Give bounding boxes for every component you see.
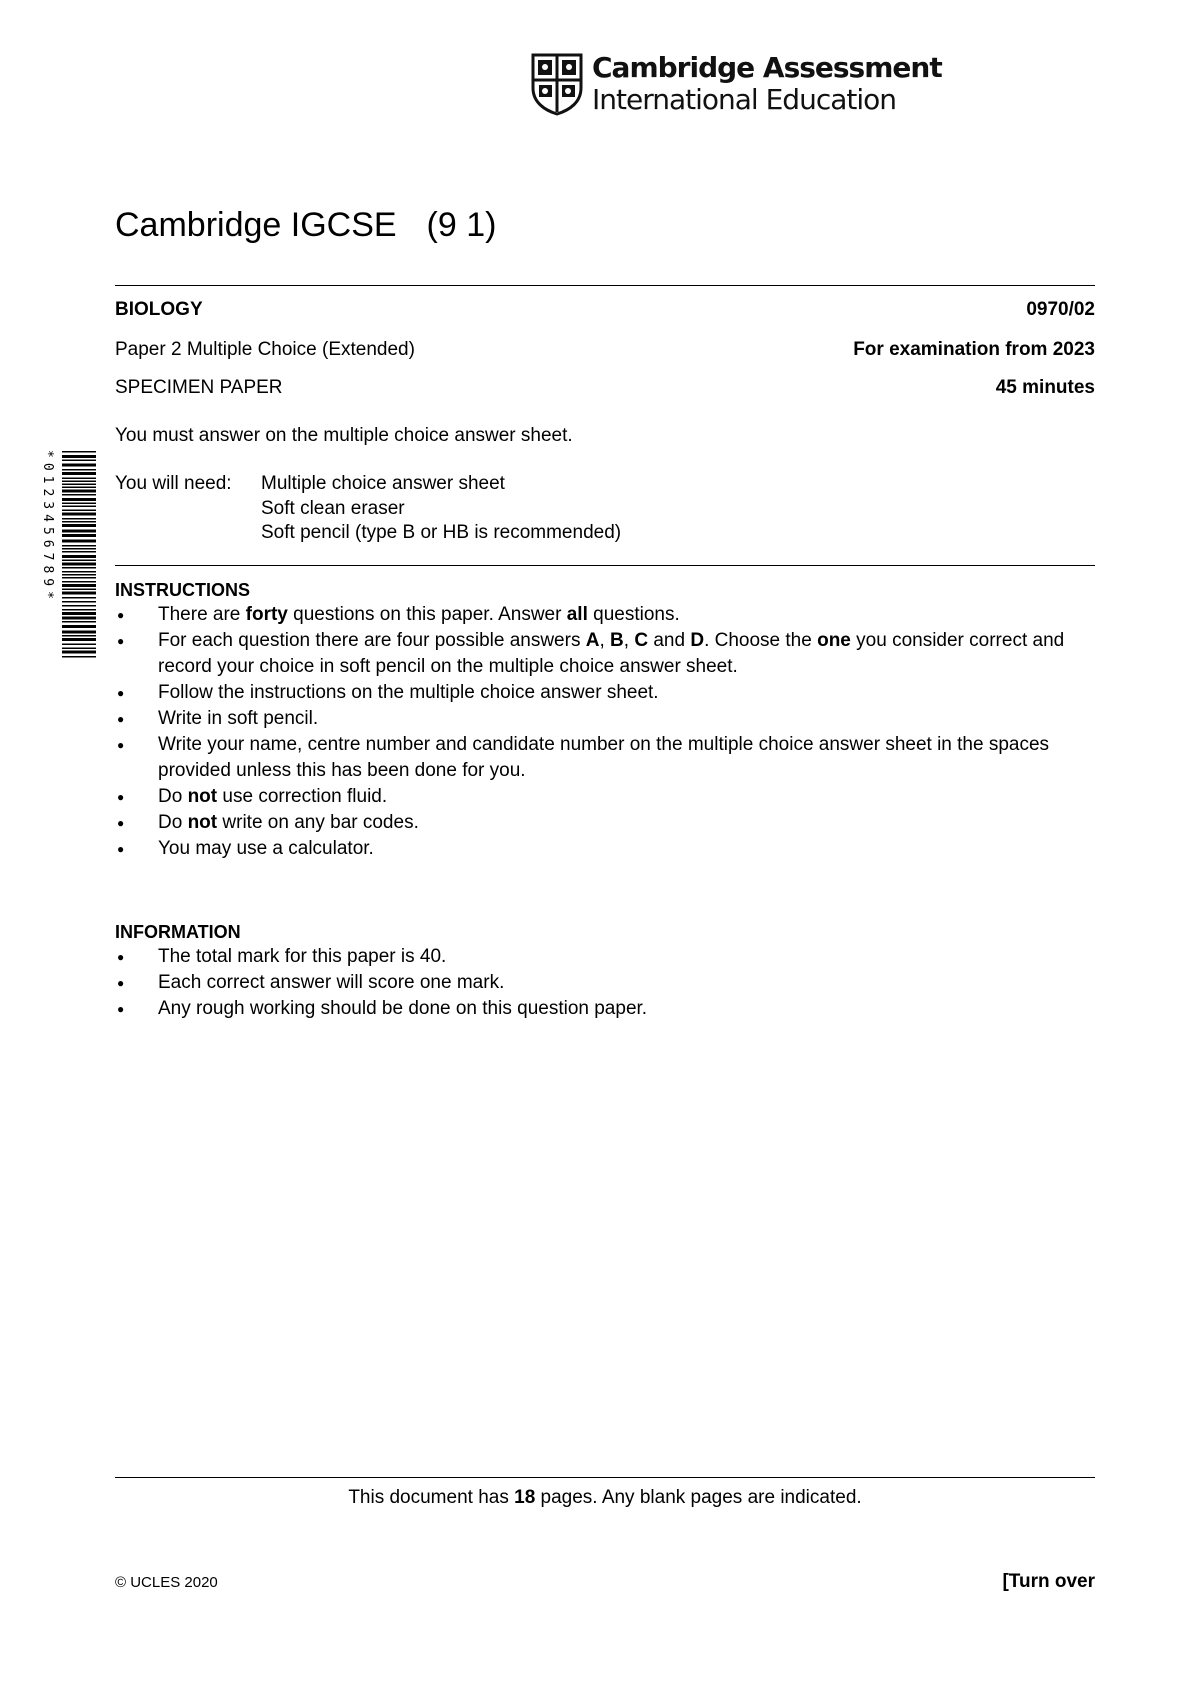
barcode-bar (62, 635, 96, 637)
bold-segment: C (634, 630, 649, 651)
list-item (115, 944, 1105, 970)
bold-segment: forty (245, 604, 288, 625)
bold-segment: one (817, 630, 851, 651)
pages-note (115, 1486, 1095, 1510)
qualification-title: Cambridge IGCSE (115, 206, 397, 244)
text-segment: Follow the instructions on the multiple choice answer sheet. (158, 682, 659, 703)
paper-name: Paper 2 Multiple Choice (Extended) (115, 339, 415, 360)
information-list (115, 944, 1105, 1022)
barcode-bar (62, 490, 96, 493)
text-segment: Any rough working should be done on this question paper. (158, 998, 648, 1019)
barcode-bar (62, 584, 96, 587)
exam-from: For examination from 2023 (853, 339, 1095, 360)
type-row (115, 376, 1095, 400)
logo-line-1: Cambridge Assessment (592, 51, 942, 84)
barcode-bar (62, 648, 96, 650)
text-segment: Each correct answer will score one mark. (158, 972, 505, 993)
text-segment: This document has (348, 1487, 515, 1508)
list-item (115, 996, 1105, 1022)
barcode-bar (62, 609, 96, 611)
divider-bottom (115, 1477, 1095, 1478)
text-segment: The total mark for this paper is 40. (158, 946, 447, 967)
barcode-bar (62, 534, 96, 537)
text-segment: For each question there are four possible answers (158, 630, 586, 651)
list-item (115, 970, 1105, 996)
barcode-bar (62, 601, 96, 603)
text-segment: questions. (587, 604, 680, 625)
bold-segment: B (610, 630, 624, 651)
barcode-bar (62, 592, 96, 595)
barcode-bar (62, 605, 96, 607)
barcode-digits: *0123456789* (40, 450, 55, 604)
barcode-bar (62, 510, 96, 512)
list-item (115, 732, 1105, 784)
barcode-bar (62, 597, 96, 599)
barcode-bar (62, 612, 96, 615)
text-segment: Write in soft pencil. (158, 708, 319, 729)
barcode-bar (62, 551, 96, 553)
barcode-bar (62, 644, 96, 646)
page-title (115, 205, 496, 245)
text-segment: Do (158, 812, 188, 833)
you-will-need-label: You will need: (115, 473, 232, 494)
barcode-bar (62, 555, 96, 558)
list-item (115, 628, 1105, 680)
cambridge-logo (530, 52, 942, 116)
text-segment: Do (158, 786, 188, 807)
barcode-bar (62, 571, 96, 573)
barcode-bar (62, 472, 96, 475)
text-segment: pages. Any blank pages are indicated. (535, 1487, 862, 1508)
barcode-bar (62, 524, 96, 527)
text-segment: you consider correct and record your choice in soft pencil on the multiple choice answer sheet. (158, 630, 1065, 677)
text-segment: write on any bar codes. (217, 812, 419, 833)
paper-row (115, 338, 1095, 362)
text-segment: , (599, 630, 611, 651)
text-segment: questions on this paper. Answer (287, 604, 567, 625)
answer-instruction: You must answer on the multiple choice answer sheet. (115, 425, 573, 446)
logo-line-2: International Education (592, 83, 897, 116)
you-will-need-list (261, 472, 621, 546)
barcode-bar (62, 545, 96, 547)
barcode-bar (62, 494, 96, 496)
barcode-bar (62, 481, 96, 483)
crest-shield-icon (530, 52, 584, 116)
barcode-bar (62, 455, 96, 458)
barcode-bar (62, 469, 96, 471)
text-segment: You may use a calculator. (158, 838, 374, 859)
bold-segment: D (690, 630, 705, 651)
list-item (115, 602, 1105, 628)
barcode-bar (62, 487, 96, 489)
barcode-bar (62, 589, 96, 591)
list-item (115, 836, 1105, 862)
instructions-list (115, 602, 1105, 862)
need-item: Multiple choice answer sheet (261, 473, 505, 494)
barcode-bar (62, 638, 96, 641)
barcode-bar (62, 460, 96, 462)
subject-name: BIOLOGY (115, 299, 203, 320)
barcode-bar (62, 506, 96, 508)
paper-type: SPECIMEN PAPER (115, 377, 283, 398)
barcode-bar (62, 521, 96, 523)
barcode-bar (62, 581, 96, 583)
barcode-bar (62, 574, 96, 576)
text-segment: There are (158, 604, 246, 625)
barcode-bar (62, 563, 96, 566)
barcode-bar (62, 451, 96, 453)
barcode-bar (62, 540, 96, 543)
instructions-heading: INSTRUCTIONS (115, 580, 250, 600)
barcode-bar (62, 577, 96, 579)
barcode-bar (62, 631, 96, 634)
copyright: © UCLES 2020 (115, 1574, 218, 1591)
need-item: Soft clean eraser (261, 497, 405, 519)
turn-over: [Turn over (1002, 1571, 1095, 1592)
list-item (115, 706, 1105, 732)
barcode-bar (62, 518, 96, 520)
barcode-bar (62, 617, 96, 620)
bold-segment: 18 (514, 1487, 536, 1508)
list-item (115, 680, 1105, 706)
list-item (115, 784, 1105, 810)
grade-range: (9 1) (426, 206, 497, 244)
text-segment: use correction fluid. (217, 786, 388, 807)
subject-row (115, 298, 1095, 322)
barcode-bar (62, 560, 96, 562)
bold-segment: all (566, 604, 588, 625)
barcode-bar (62, 530, 96, 533)
text-segment: and (648, 630, 691, 651)
barcode-bar (62, 625, 96, 628)
barcode-bar (62, 503, 96, 505)
you-will-need (115, 472, 621, 546)
bold-segment: A (585, 630, 600, 651)
barcode-bar (62, 548, 96, 550)
paper-code: 0970/02 (1026, 299, 1095, 320)
barcode-bar (62, 478, 96, 480)
divider-top (115, 285, 1095, 286)
barcode-bar (62, 621, 96, 623)
list-item (115, 810, 1105, 836)
text-segment: Write your name, centre number and candidate number on the multiple choice answer sheet in the spaces provided unless this has been done for you. (158, 734, 1050, 781)
barcode-bar (62, 513, 96, 516)
need-item: Soft pencil (type B or HB is recommended) (261, 522, 622, 543)
duration: 45 minutes (995, 377, 1095, 398)
information-heading: INFORMATION (115, 922, 241, 942)
barcode-bar (62, 656, 96, 658)
text-segment: . Choose the (704, 630, 818, 651)
bold-segment: not (187, 786, 218, 807)
barcode-bar (62, 651, 96, 654)
barcode-bar (62, 567, 96, 569)
text-segment: , (623, 630, 635, 651)
bold-segment: not (187, 812, 218, 833)
barcode-bar (62, 484, 96, 486)
barcode-bar (62, 498, 96, 501)
barcode-bar (62, 464, 96, 467)
divider-middle (115, 565, 1095, 566)
